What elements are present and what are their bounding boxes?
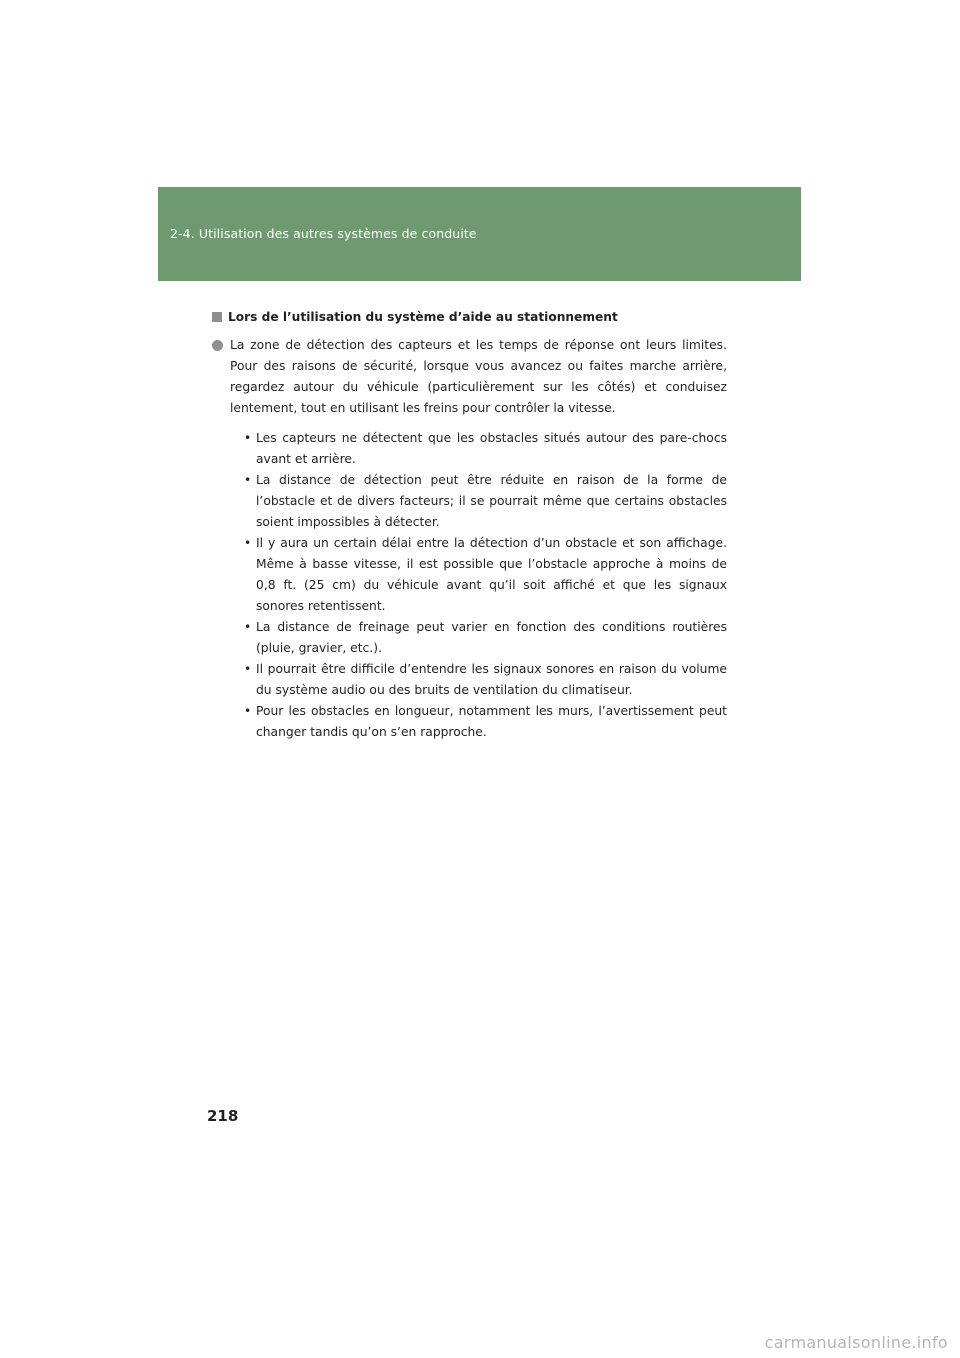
page-number: 218 (207, 1107, 239, 1125)
list-item-text: Il y aura un certain délai entre la détection d’un obstacle et son affichage. Même à basse vitesse, il est possible que l’obstacle approche à moins de 0,8 ft. (25 cm) du véhicule avant qu’il soit affiché et que les signaux sonores retentissent. (256, 536, 727, 613)
list-item-text: Pour les obstacles en longueur, notamment les murs, l’avertissement peut changer tandis qu’on s’en rapproche. (256, 704, 727, 739)
main-bullet-paragraph (212, 335, 727, 419)
watermark-text: carmanualsonline.info (764, 1333, 948, 1352)
list-item (244, 428, 727, 470)
chapter-section-title: 2-4. Utilisation des autres systèmes de conduite (170, 226, 477, 241)
sub-bullet-mark: • (244, 431, 252, 445)
round-bullet-icon (212, 340, 223, 351)
main-bullet-text: La zone de détection des capteurs et les temps de réponse ont leurs limites. Pour des raisons de sécurité, lorsque vous avancez ou faites marche arrière, regardez autour du véhicule (particulièrement sur les côtés) et conduisez lentement, tout en utilisant les freins pour contrôler la vitesse. (230, 338, 727, 415)
list-item-text: Il pourrait être difficile d’entendre les signaux sonores en raison du volume du système audio ou des bruits de ventilation du climatiseur. (256, 662, 727, 697)
list-item (244, 617, 727, 659)
sub-bullet-mark: • (244, 704, 252, 718)
square-bullet-icon (212, 312, 222, 322)
list-item (244, 659, 727, 701)
sub-bullet-mark: • (244, 473, 252, 487)
page-content (212, 308, 727, 743)
section-heading (212, 308, 727, 326)
list-item-text: La distance de freinage peut varier en fonction des conditions routières (pluie, gravier, etc.). (256, 620, 727, 655)
list-item-text: Les capteurs ne détectent que les obstacles situés autour des pare-chocs avant et arrière. (256, 431, 727, 466)
chapter-header-band (158, 187, 801, 281)
list-item (244, 701, 727, 743)
section-heading-text: Lors de l’utilisation du système d’aide au stationnement (228, 310, 618, 324)
list-item (244, 470, 727, 533)
sub-bullet-mark: • (244, 662, 252, 676)
sub-bullet-mark: • (244, 536, 252, 550)
sub-bullet-mark: • (244, 620, 252, 634)
list-item (244, 533, 727, 617)
sub-bullet-list (212, 428, 727, 743)
list-item-text: La distance de détection peut être réduite en raison de la forme de l’obstacle et de divers facteurs; il se pourrait même que certains obstacles soient impossibles à détecter. (256, 473, 727, 529)
